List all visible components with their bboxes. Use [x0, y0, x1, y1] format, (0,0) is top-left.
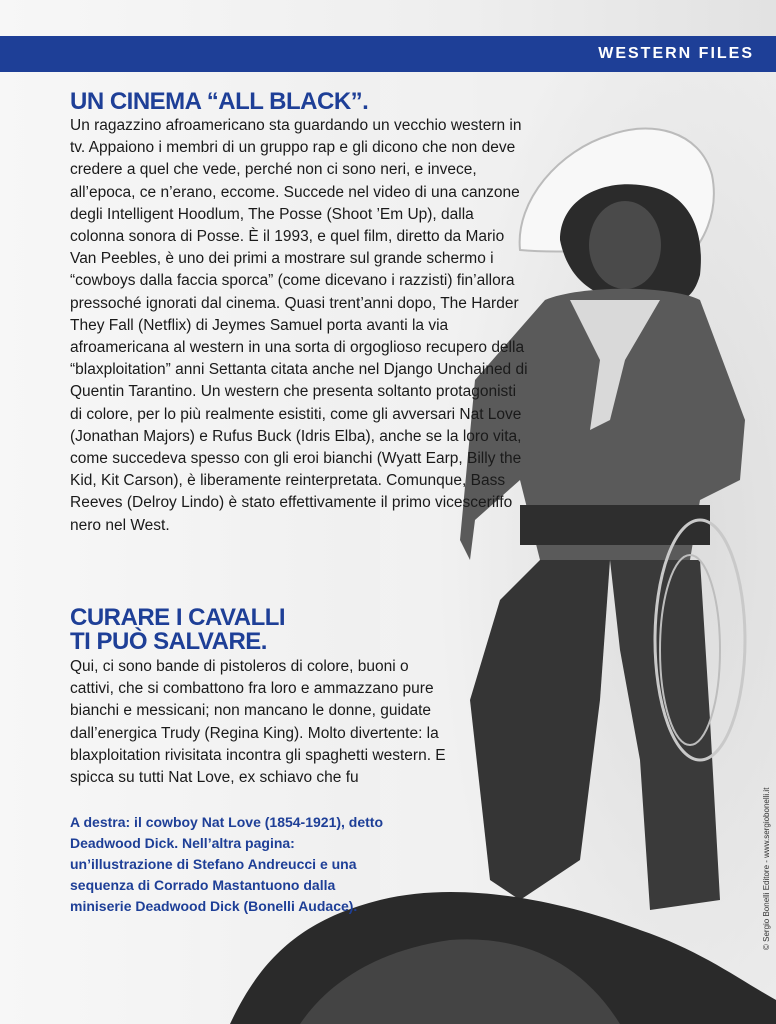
copyright-text: © Sergio Bonelli Editore - www.sergiobonelli.it	[762, 787, 771, 950]
article-paragraph-2: Qui, ci sono bande di pistoleros di colore, buoni o cattivi, che si combattono fra loro e ammazzano pure bianchi e messicani; non mancano le donne, guidate dall’energica Trudy (Regina King). Molto divertente: la blaxploitation rivisitata incontra gli spaghetti western. E spicca su tutti Nat Love, ex schiavo che fu	[70, 658, 446, 787]
article-paragraph-1: Un ragazzino afroamericano sta guardando un vecchio western in tv. Appaiono i membri di un gruppo rap e gli dicono che non deve credere a quel che vede, perché non ci sono neri, e invece, all’epoca, ce n’erano, eccome. Succede nel video di una canzone degli Intelligent Hoodlum, The Posse (Shoot ’Em Up), dalla colonna sonora di Posse. È il 1993, e quel film, diretto da Mario Van Peebles, è uno dei primi a mostrare sul grande schermo i “cowboys dalla faccia sporca” (come dicevano i razzisti) fin’allora pressoché ignorati dal cinema. Quasi trent’anni dopo, The Harder They Fall (Netflix) di Jeymes Samuel porta avanti la via afroamericana al western in una sorta di orgoglioso recupero della “blaxploitation” anni Settanta citata anche nel Django Unchained di Quentin Tarantino. Un western che presenta soltanto protagonisti di colore, per lo più realmente esistiti, come gli avversari Nat Love (Jonathan Majors) e Rufus Buck (Idris Elba), anche se la loro vita, come succedeva spesso con gli eroi bianchi (Wyatt Earp, Billy the Kid, Kit Carson), è liberamente reinterpretata. Comunque, Bass Reeves (Delroy Lindo) è stato effettivamente il primo vicesceriffo nero nel West.	[70, 117, 528, 534]
heading-all-black-cinema: UN CINEMA “ALL BLACK”.	[70, 88, 369, 115]
heading-line-1: CURARE I CAVALLI	[70, 604, 286, 631]
photo-caption: A destra: il cowboy Nat Love (1854-1921), detto Deadwood Dick. Nell’altra pagina: un’illustrazione di Stefano Andreucci e una sequenza di Corrado Mastantuono dalla miniserie Deadwood Dick (Bonelli Audace).	[70, 814, 384, 914]
section-banner	[0, 36, 776, 72]
heading-line-2: TI PUÒ SALVARE.	[70, 628, 267, 655]
heading-curing-horses	[70, 606, 285, 654]
section-label: WESTERN FILES	[598, 45, 754, 62]
